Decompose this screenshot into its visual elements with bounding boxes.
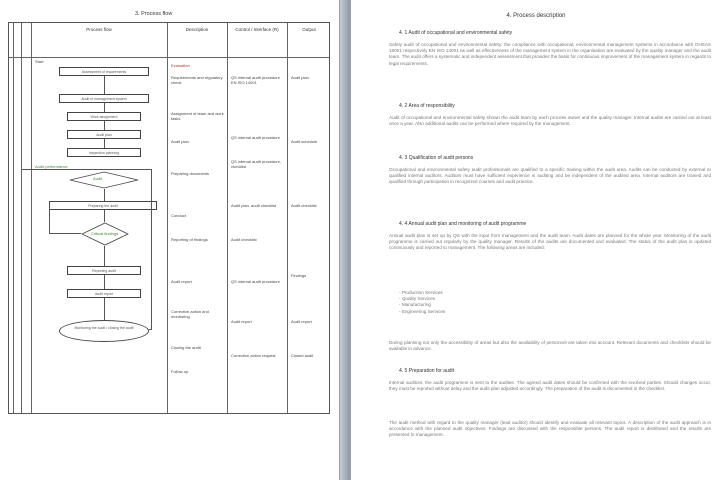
description-cell: Follow-up xyxy=(171,369,189,374)
output-cell: Audit plan xyxy=(291,75,309,80)
list-item: - Engineering Services xyxy=(399,309,445,315)
page-gutter xyxy=(340,0,350,480)
table-divider xyxy=(227,23,228,413)
paragraph: Annual audit plan is set up by QS with the input from management and the audit team. Audit dates are planned for the whole year. Monitoring of the audit programme is carried out regularly by the quality manager. Results of the audits are documented and evaluated. The status of the audit plan is updated continuously and reported to management. The following areas are included: xyxy=(389,233,711,251)
loop-label: Audit performance xyxy=(35,164,68,169)
paragraph: Audit of occupational and environmental safety shown the audit team by each process owner and the quality manager. Internal audits are carried out at least once a year. Also additional audits can be performed where required by the management. xyxy=(389,115,711,127)
list-item: - Quality Services xyxy=(399,296,445,302)
table-divider xyxy=(167,23,168,413)
left-document-page xyxy=(0,0,340,480)
loop-connector xyxy=(49,205,50,233)
list-item: - Production Services xyxy=(399,290,445,296)
flow-connector xyxy=(104,76,105,94)
table-divider xyxy=(287,23,288,413)
flow-box: Assessment of requirements xyxy=(59,67,149,76)
flow-connector xyxy=(104,189,105,201)
flow-end-ellipse: Monitoring the audit / closing the audit xyxy=(59,320,149,342)
flow-connector xyxy=(104,121,105,130)
control-cell: Audit plan, audit checklist xyxy=(231,203,277,208)
flow-box: Work assignment xyxy=(67,112,141,121)
flow-box: Audit report xyxy=(67,289,141,298)
paragraph: Occupational and environmental safety audit professionals are qualified to a specific training within the audit area. Audits can be conducted by external or qualified internal auditors. Auditors must have sufficient experience in auditing and be independent of the audited area. Internal auditors are trained and qualified through participation in recognized courses and audit practice. xyxy=(389,167,711,185)
output-cell: Findings xyxy=(291,273,307,278)
description-cell: Reporting of findings xyxy=(171,237,208,242)
description-cell: Conduct xyxy=(171,213,186,218)
loop-connector xyxy=(49,233,81,234)
description-cell: Assignment of team and work tasks xyxy=(171,111,224,121)
flow-box: Preparing the audit xyxy=(49,201,157,210)
output-cell: Closed audit xyxy=(291,353,314,358)
process-flow-table xyxy=(8,22,330,414)
flow-box: Audit of management system xyxy=(59,94,149,103)
control-cell: Corrective action request xyxy=(231,353,276,358)
section-heading: 4. 1 Audit of occupational and environmental safety xyxy=(399,30,513,36)
decision-label: Critical findings xyxy=(91,231,119,236)
control-cell: QS internal audit procedure xyxy=(231,279,280,284)
bullet-list xyxy=(399,290,445,315)
output-cell: Audit checklist xyxy=(291,203,317,208)
page-title: 3. Process flow xyxy=(135,11,173,17)
return-connector xyxy=(149,329,152,330)
description-cell: Closing the audit xyxy=(171,345,201,350)
table-divider xyxy=(13,23,14,413)
description-cell: Evaluation xyxy=(171,63,190,68)
table-divider xyxy=(21,23,22,413)
section-heading: 4. 4 Annual audit plan and monitoring of audit programme xyxy=(399,221,527,227)
flow-connector xyxy=(104,103,105,112)
flow-start-label: Start xyxy=(35,59,44,64)
description-cell: Corrective action and monitoring xyxy=(171,309,209,319)
control-cell: Audit checklist xyxy=(231,237,257,242)
section-heading: 4. 5 Preparation for audit xyxy=(399,368,455,374)
table-header-divider xyxy=(9,57,329,58)
description-cell: Audit report xyxy=(171,279,192,284)
column-header-flow: Process flow xyxy=(86,27,112,32)
flow-connector xyxy=(104,246,105,266)
decision-diamond xyxy=(69,171,139,189)
column-header-control: Control / Interface (R) xyxy=(235,27,279,32)
paragraph: Safety audit of occupational and environmental safety: the compliance with occupational, environmental management systems in accordance with OHSAS 18001 respectively EN ISO 14001 as well as effectiveness of the management system in the organisation are evaluated by the quality manager and the audit team. The audit offers a systematic and independent assessment that provides the basis for continuous improvement of the management system in regards to legal requirements. xyxy=(389,42,711,66)
return-connector xyxy=(151,169,152,329)
control-cell: QS internal audit procedure, checklist xyxy=(231,159,282,169)
section-heading: 4. 3 Qualification of audit persons xyxy=(399,155,474,161)
flow-box: Inspection planning xyxy=(67,148,141,157)
control-cell: Audit report xyxy=(231,319,252,324)
paragraph: During planning not only the accessibility of areas but also the availability of personnel are taken into account. Relevant documents and checklists should be available in advance. xyxy=(389,340,711,352)
right-document-page xyxy=(350,0,720,480)
section-heading: 4. 2 Area of responsibility xyxy=(399,103,455,109)
flow-box: Reporting audit xyxy=(67,266,141,275)
paragraph: Internal auditors, the audit programme is sent to the auditee. The agreed audit dates should be confirmed with the involved parties. Should changes occur, they must be reported without delay and the audit plan adjusted accordingly. The preparation of the audit is documented in the checklist. xyxy=(389,380,711,392)
flow-connector xyxy=(104,139,105,148)
loop-boundary xyxy=(21,169,151,170)
output-cell: Audit report xyxy=(291,319,312,324)
description-cell: Requirements and regulatory check xyxy=(171,75,223,85)
flow-connector xyxy=(104,275,105,289)
flow-box: Audit plan xyxy=(67,130,141,139)
control-cell: QS internal audit procedure EN ISO 14001 xyxy=(231,75,280,85)
decision-label: Audit xyxy=(93,176,103,181)
description-cell: Audit plan xyxy=(171,139,189,144)
flow-connector xyxy=(104,298,105,320)
description-cell: Preparing documents xyxy=(171,171,210,176)
column-header-output: Output xyxy=(302,27,316,32)
flow-connector xyxy=(104,210,105,222)
control-cell: QS internal audit procedure xyxy=(231,135,280,140)
column-header-description: Description xyxy=(185,27,209,32)
list-item: - Manufacturing xyxy=(399,302,445,308)
output-cell: Audit schedule xyxy=(291,139,318,144)
table-divider xyxy=(31,23,32,413)
paragraph: The audit method with regard to the quality manager (lead auditor) should identify and evaluate all relevant topics. A description of the audit approach is in accordance with the planned audit objectives. Findings are discussed with the responsible persons. The audit report is distributed and the results are presented to management. xyxy=(389,420,711,438)
page-title: 4. Process description xyxy=(506,13,566,19)
